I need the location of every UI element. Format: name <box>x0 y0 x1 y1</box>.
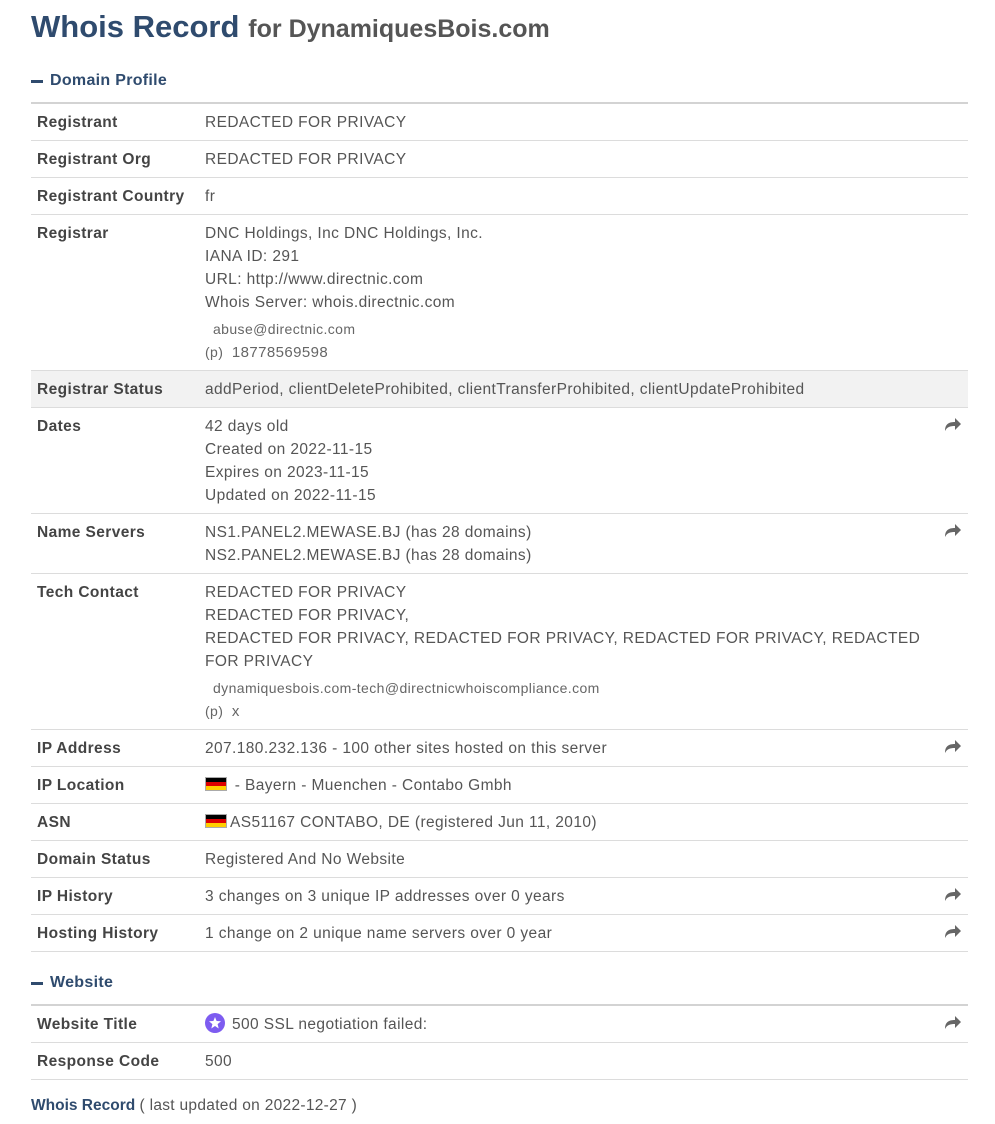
domain-profile-table <box>31 102 968 952</box>
website-table <box>31 1004 968 1080</box>
domain-status-label: Domain Status <box>31 841 199 878</box>
response-code-label: Response Code <box>31 1043 199 1080</box>
created-date: Created on 2022-11-15 <box>205 441 373 458</box>
tech-contact-email: dynamiquesbois.com-tech@directnicwhoiscompliance.com <box>213 680 600 696</box>
tech-contact-phone <box>205 700 934 723</box>
asn-text: AS51167 CONTABO, DE (registered Jun 11, 2010) <box>230 814 597 831</box>
footer-title[interactable]: Whois Record <box>31 1097 136 1114</box>
ip-address-text[interactable]: 207.180.232.136 - 100 other sites hosted on this server <box>205 740 607 757</box>
registrant-org-label: Registrant Org <box>31 141 199 178</box>
table-row <box>31 878 968 915</box>
registrar-value <box>199 215 968 371</box>
website-header[interactable] <box>31 974 113 992</box>
table-row <box>31 141 968 178</box>
share-arrow-icon[interactable] <box>944 1015 962 1030</box>
ip-address-label: IP Address <box>31 730 199 767</box>
registrar-url: URL: http://www.directnic.com <box>205 271 424 288</box>
asn-value <box>199 804 968 841</box>
expires-date: Expires on 2023-11-15 <box>205 464 370 481</box>
registrar-email: abuse@directnic.com <box>213 321 356 337</box>
table-row <box>31 804 968 841</box>
registrar-label: Registrar <box>31 215 199 371</box>
footer <box>31 1097 357 1115</box>
table-row <box>31 841 968 878</box>
ip-location-value <box>199 767 968 804</box>
hosting-history-value <box>199 915 968 952</box>
footer-updated: ( last updated on 2022-12-27 ) <box>139 1097 358 1114</box>
response-code-value: 500 <box>199 1043 968 1080</box>
ip-location-text: - Bayern - Muenchen - Contabo Gmbh <box>234 777 512 794</box>
table-row <box>31 915 968 952</box>
share-arrow-icon[interactable] <box>944 417 962 432</box>
updated-date: Updated on 2022-11-15 <box>205 487 376 504</box>
share-arrow-icon[interactable] <box>944 523 962 538</box>
registrar-iana: IANA ID: 291 <box>205 248 300 265</box>
name-server-2[interactable]: NS2.PANEL2.MEWASE.BJ (has 28 domains) <box>205 547 532 564</box>
table-row <box>31 767 968 804</box>
table-row <box>31 1043 968 1080</box>
dates-value <box>199 408 968 514</box>
share-arrow-icon[interactable] <box>944 924 962 939</box>
phone-prefix: (p) <box>205 344 224 360</box>
name-servers-label: Name Servers <box>31 514 199 574</box>
domain-profile-header[interactable] <box>31 72 167 90</box>
page-title-domain: for DynamiquesBois.com <box>248 15 550 43</box>
hosting-history-label: Hosting History <box>31 915 199 952</box>
ip-history-text[interactable]: 3 changes on 3 unique IP addresses over 0 years <box>205 888 565 905</box>
registrant-org-value: REDACTED FOR PRIVACY <box>199 141 968 178</box>
website-title-value <box>199 1005 968 1043</box>
registrar-status-value: addPeriod, clientDeleteProhibited, clientTransferProhibited, clientUpdateProhibited <box>199 371 968 408</box>
table-row <box>31 730 968 767</box>
page-title <box>31 8 550 45</box>
dates-label: Dates <box>31 408 199 514</box>
share-arrow-icon[interactable] <box>944 739 962 754</box>
table-row <box>31 408 968 514</box>
registrar-whois-server: Whois Server: whois.directnic.com <box>205 294 456 311</box>
ip-history-label: IP History <box>31 878 199 915</box>
registrar-status-label: Registrar Status <box>31 371 199 408</box>
ip-history-value <box>199 878 968 915</box>
registrant-value: REDACTED FOR PRIVACY <box>199 103 968 141</box>
domain-profile-title: Domain Profile <box>50 72 168 89</box>
domain-age: 42 days old <box>205 418 289 435</box>
ip-address-value <box>199 730 968 767</box>
name-server-1[interactable]: NS1.PANEL2.MEWASE.BJ (has 28 domains) <box>205 524 532 541</box>
table-row <box>31 574 968 730</box>
table-row <box>31 215 968 371</box>
phone-prefix: (p) <box>205 703 224 719</box>
tech-contact-line-3: REDACTED FOR PRIVACY, REDACTED FOR PRIVACY, REDACTED FOR PRIVACY, REDACTED FOR PRIVACY <box>205 630 921 670</box>
registrar-phone <box>205 341 934 364</box>
table-row <box>31 178 968 215</box>
name-servers-value <box>199 514 968 574</box>
site-icon <box>205 1013 225 1033</box>
tech-contact-line-1: REDACTED FOR PRIVACY <box>205 584 407 601</box>
table-row <box>31 103 968 141</box>
table-row <box>31 1005 968 1043</box>
phone-number: x <box>231 703 240 720</box>
page-title-main: Whois Record <box>31 9 240 44</box>
website-title-header: Website <box>50 974 114 991</box>
table-row <box>31 371 968 408</box>
registrar-name: DNC Holdings, Inc DNC Holdings, Inc. <box>205 225 483 242</box>
registrant-country-value: fr <box>199 178 968 215</box>
asn-label: ASN <box>31 804 199 841</box>
registrant-label: Registrant <box>31 103 199 141</box>
tech-contact-line-2: REDACTED FOR PRIVACY, <box>205 607 410 624</box>
registrant-country-label: Registrant Country <box>31 178 199 215</box>
phone-number: 18778569598 <box>231 344 329 361</box>
collapse-icon <box>31 982 43 985</box>
ip-location-label: IP Location <box>31 767 199 804</box>
hosting-history-text[interactable]: 1 change on 2 unique name servers over 0 year <box>205 925 553 942</box>
germany-flag-icon <box>205 777 227 791</box>
tech-contact-value <box>199 574 968 730</box>
collapse-icon <box>31 80 43 83</box>
website-title-label: Website Title <box>31 1005 199 1043</box>
tech-contact-label: Tech Contact <box>31 574 199 730</box>
table-row <box>31 514 968 574</box>
germany-flag-icon <box>205 814 227 828</box>
share-arrow-icon[interactable] <box>944 887 962 902</box>
domain-status-value: Registered And No Website <box>199 841 968 878</box>
website-title-text: 500 SSL negotiation failed: <box>232 1016 428 1033</box>
